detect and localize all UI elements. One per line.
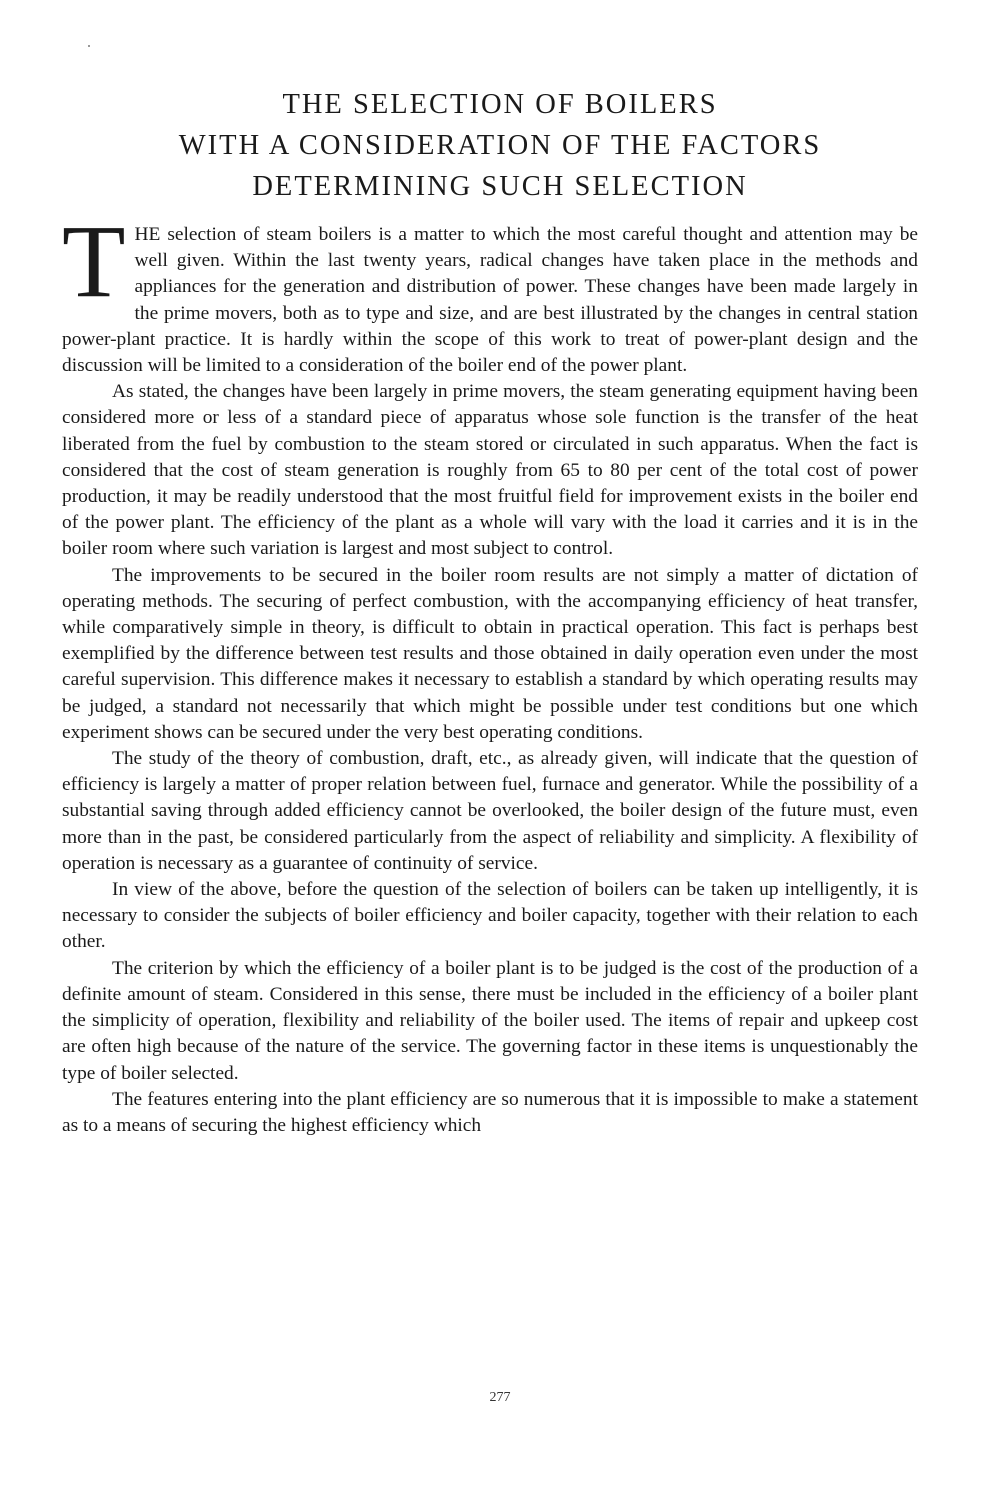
body-text bbox=[62, 204, 918, 1139]
chapter-title-line-2: WITH A CONSIDERATION OF THE FACTORS bbox=[178, 130, 822, 161]
paragraph-2: As stated, the changes have been largely in prime movers, the steam generating equipment having been considered more or less of a standard piece of apparatus whose sole function is the transfer of the heat liberated from the fuel by combustion to the steam stored or circulated in such apparatus. When the fact is considered that the cost of steam generation is roughly from 65 to 80 per cent of the total cost of power production, it may be readily understood that the most fruitful field for improvement exists in the boiler end of the power plant. The efficiency of the plant as a whole will vary with the load it carries and it is in the boiler room where such variation is largest and most subject to control. bbox=[62, 381, 918, 560]
paragraph-1-text: HE selection of steam boilers is a matter to which the most careful thought and attention may be well given. Within the last twenty years, radical changes have taken place in the methods and appliances for the generation and distribution of power. These changes have been made largely in the prime movers, both as to type and size, and are best illustrated by the changes in central station power-plant practice. It is hardly within the scope of this work to treat of power-plant design and the discussion will be limited to a consideration of the boiler end of the power plant. bbox=[62, 224, 918, 377]
print-speck bbox=[88, 45, 90, 47]
paragraph-4: The study of the theory of combustion, draft, etc., as already given, will indicate that the question of efficiency is largely a matter of proper relation between fuel, furnace and generator. While the possibility of a substantial saving through added efficiency cannot be overlooked, the boiler design of the future must, even more than in the past, be considered particularly from the aspect of reliability and simplicity. A flexibility of operation is necessary as a guarantee of continuity of service. bbox=[62, 748, 918, 874]
paragraph-7: The features entering into the plant efficiency are so numerous that it is impossible to make a statement as to a means of securing the highest efficiency which bbox=[62, 1088, 918, 1136]
paragraph-6: The criterion by which the efficiency of a boiler plant is to be judged is the cost of the production of a definite amount of steam. Considered in this sense, there must be included in the efficiency of a boiler plant the simplicity of operation, flexibility and reliability of the boiler used. The items of repair and upkeep cost are often high because of the nature of the service. The governing factor in these items is unquestionably the type of boiler selected. bbox=[62, 957, 918, 1084]
paragraph-5: In view of the above, before the question of the selection of boilers can be taken up intelligently, it is necessary to consider the subjects of boiler efficiency and boiler capacity, together with their relation to each other. bbox=[62, 879, 918, 953]
chapter-title-line-3: DETERMINING SUCH SELECTION bbox=[252, 171, 748, 202]
page-number: 277 bbox=[489, 1390, 511, 1405]
drop-cap: T bbox=[62, 204, 126, 319]
chapter-title-line-1: THE SELECTION OF BOILERS bbox=[282, 89, 718, 120]
paragraph-1 bbox=[62, 204, 918, 379]
chapter-title bbox=[60, 84, 940, 207]
paragraph-3: The improvements to be secured in the boiler room results are not simply a matter of dictation of operating methods. The securing of perfect combustion, with the accompanying efficiency of heat transfer, while comparatively simple in theory, is difficult to obtain in practical operation. This fact is perhaps best exemplified by the difference between test results and those obtained in daily operation even under the most careful supervision. This difference makes it necessary to establish a standard by which operating results may be judged, a standard not necessarily that which might be possible under test conditions but one which experiment shows can be secured under the very best operating conditions. bbox=[62, 564, 918, 743]
